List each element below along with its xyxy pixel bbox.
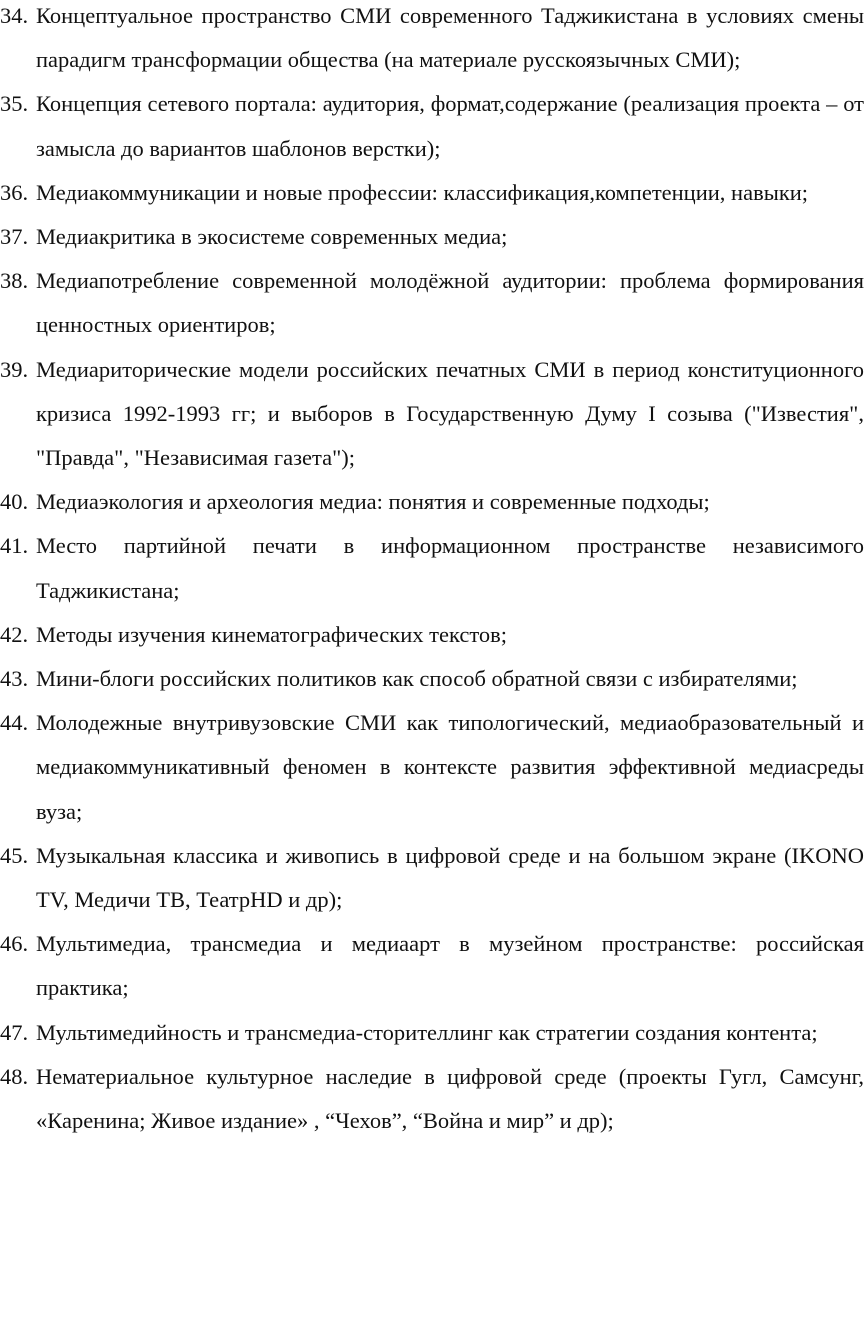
item-text: Молодежные внутривузовские СМИ как типологический, медиаобразовательный и медиакоммуникативный феномен в контексте развития эффективной медиасреды вуза; [36,710,864,824]
list-item [0,480,864,524]
list-item [0,834,864,922]
item-text: Мультимедийность и трансмедиа-сторителлинг как стратегии создания контента; [36,1019,818,1045]
list-item [0,613,864,657]
item-text: Медиариторические модели российских печатных СМИ в период конституционного кризиса 1992-1993 гг; и выборов в Государственную Думу I созыва ("Известия", "Правда", "Независимая газета"); [36,356,864,471]
item-text: Место партийной печати в информационном пространстве независимого Таджикистана; [36,533,864,603]
list-item [0,171,864,215]
item-number: 39. [0,356,29,382]
list-item [0,348,864,481]
item-number: 46. [0,931,29,957]
item-text: Медиакоммуникации и новые профессии: классификация,компетенции, навыки; [36,179,809,205]
item-text: Медиаэкология и археология медиа: понятия и современные подходы; [36,489,710,515]
list-item [0,922,864,1010]
item-number: 38. [0,268,29,294]
item-text: Мини-блоги российских политиков как способ обратной связи с избирателями; [36,666,798,692]
item-text: Медиакритика в экосистеме современных медиа; [36,224,508,250]
item-number: 43. [0,666,29,692]
item-number: 42. [0,621,29,647]
item-number: 36. [0,179,29,205]
item-number: 41. [0,533,29,559]
item-text: Нематериальное культурное наследие в цифровой среде (проекты Гугл, Самсунг, «Каренина; Живое издание» , “Чехов”, “Война и мир” и др); [36,1063,864,1134]
list-item [0,657,864,701]
list-item [0,1055,864,1143]
item-text: Музыкальная классика и живопись в цифровой среде и на большом экране (IKONO TV, Медичи ТВ, ТеатрHD и др); [36,842,864,913]
item-text: Концептуальное пространство СМИ современного Таджикистана в условиях смены парадигм трансформации общества (на материале русскоязычных СМИ); [36,3,864,73]
list-item [0,259,864,347]
list-item [0,0,864,82]
list-item [0,82,864,170]
item-number: 35. [0,91,29,117]
item-text: Методы изучения кинематографических текстов; [36,621,507,647]
item-number: 47. [0,1019,29,1045]
item-number: 37. [0,224,29,250]
list-item [0,215,864,259]
list-item [0,1011,864,1055]
item-number: 34. [0,3,29,28]
item-text: Медиапотребление современной молодёжной аудитории: проблема формирования ценностных ориентиров; [36,268,864,338]
item-number: 48. [0,1063,29,1089]
item-number: 45. [0,842,29,868]
item-number: 40. [0,489,29,515]
item-number: 44. [0,710,29,736]
item-text: Мультимедиа, трансмедиа и медиаарт в музейном пространстве: российская практика; [36,931,864,1001]
item-text: Концепция сетевого портала: аудитория, формат,содержание (реализация проекта – от замысла до вариантов шаблонов верстки); [36,91,864,161]
list-item [0,524,864,612]
list-item [0,701,864,834]
